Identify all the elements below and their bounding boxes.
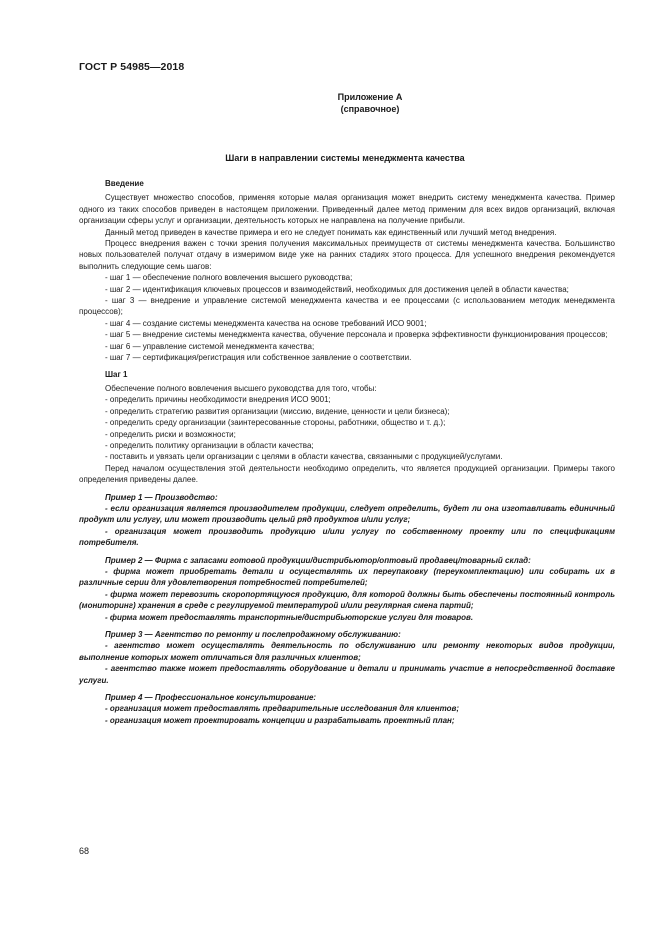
intro-paragraph: Процесс внедрения важен с точки зрения получения максимальных преимуществ от системы менеджмента качества. Большинство новых пользователей получат отдачу в измеримом виде уже на ранних стадиях этого процесса. Для успешного внедрения рекомендуется выполнить следующие семь шагов: bbox=[79, 239, 615, 271]
example-4 bbox=[79, 692, 615, 726]
step1-lead: Обеспечение полного вовлечения высшего руководства для того, чтобы: bbox=[105, 383, 377, 393]
appendix-type: (справочное) bbox=[340, 104, 400, 114]
example-1 bbox=[79, 492, 615, 549]
step1-heading: Шаг 1 bbox=[105, 369, 128, 379]
list-item: - шаг 6 — управление системой менеджмента качества; bbox=[105, 341, 315, 351]
intro-heading: Введение bbox=[105, 179, 144, 188]
list-item: - определить риски и возможности; bbox=[105, 429, 236, 439]
example-title: Пример 1 — Производство: bbox=[105, 492, 218, 502]
example-item: - организация может проектировать концепции и разрабатывать проектный план; bbox=[105, 715, 455, 725]
example-item: - фирма может перевозить скоропортящуюся продукцию, для которой должны быть обеспечены постоянный контроль (мониторинг) хранения в среде с регулируемой температурой и/или регулярная смена партий; bbox=[79, 589, 615, 611]
list-item: - определить стратегию развития организации (миссию, видение, ценности и цели бизнеса); bbox=[105, 406, 450, 416]
example-item: - агентство может осуществлять деятельность по обслуживанию или ремонту некоторых видов продукции, выполнение которых может отличаться для различных клиентов; bbox=[79, 641, 615, 662]
example-item: - фирма может предоставлять транспортные/дистрибьюторские услуги для товаров. bbox=[105, 612, 474, 622]
example-title: Пример 2 — Фирма с запасами готовой продукции/дистрибьютор/оптовый продавец/товарный склад: bbox=[105, 555, 531, 565]
list-item: - поставить и увязать цели организации с целями в области качества, связанными с продукцией/услугами. bbox=[105, 452, 503, 462]
list-item: - определить причины необходимости внедрения ИСО 9001; bbox=[105, 395, 331, 405]
example-title: Пример 4 — Профессиональное консультирование: bbox=[105, 693, 317, 703]
list-item: - шаг 7 — сертификация/регистрация или собственное заявление о соответствии. bbox=[105, 353, 412, 363]
example-item: - организация может производить продукцию и/или услугу по собственному проекту или по спецификациям потребителя. bbox=[79, 526, 615, 548]
example-item: - организация может предоставлять предварительные исследования для клиентов; bbox=[105, 704, 459, 714]
list-item: - шаг 1 — обеспечение полного вовлечения высшего руководства; bbox=[105, 273, 353, 283]
page-number: 68 bbox=[79, 846, 90, 856]
steps-list bbox=[79, 272, 615, 363]
example-item: - если организация является производителем продукции, следует определить, будет ли она изготавливать единичный продукт или услугу, или может производить целый ряд продуктов и/или услуг; bbox=[79, 503, 615, 525]
example-item: - агентство также может предоставлять оборудование и детали и принимать участие в непосредственной доставке услуги. bbox=[79, 664, 615, 685]
example-3 bbox=[79, 629, 615, 686]
section-title: Шаги в направлении системы менеджмента качества bbox=[225, 153, 465, 163]
example-title: Пример 3 — Агентство по ремонту и послепродажному обслуживанию: bbox=[105, 630, 401, 640]
intro-paragraph: Существует множество способов, применяя которые малая организация может внедрить систему менеджмента качества. Пример одного из таких способов приведен в настоящем приложении. Приведенный далее метод применим для всех видов организаций, включая организации сферы услуг и организации, деятельность которых не направлена на получение прибыли. bbox=[79, 193, 615, 226]
appendix-label: Приложение А bbox=[337, 92, 403, 102]
list-item: - шаг 3 — внедрение и управление системой менеджмента качества и ее процессами (с использованием методик менеджмента процессов); bbox=[79, 296, 615, 317]
list-item: - определить политику организации в области качества; bbox=[105, 440, 314, 450]
list-item: - шаг 5 — внедрение системы менеджмента качества, обучение персонала и проверка эффективности функционирования процессов; bbox=[105, 330, 608, 340]
document-body bbox=[79, 178, 615, 726]
example-item: - фирма может приобретать детали и осуществлять их переупаковку (переукомплектацию) или собирать их в различные серии для удовлетворения потребностей потребителей; bbox=[79, 567, 615, 588]
step1-list bbox=[79, 394, 615, 462]
list-item: - шаг 4 — создание системы менеджмента качества на основе требований ИСО 9001; bbox=[105, 318, 427, 328]
list-item: - определить среду организации (заинтересованные стороны, работники, общество и т. д.); bbox=[105, 418, 446, 428]
example-2 bbox=[79, 555, 615, 623]
standard-designation: ГОСТ Р 54985—2018 bbox=[79, 61, 185, 73]
list-item: - шаг 2 — идентификация ключевых процессов и взаимодействий, необходимых для достижения целей в области качества; bbox=[105, 284, 569, 294]
step1-paragraph: Перед началом осуществления этой деятельности необходимо определить, что является продукцией организации. Примеры такого определения приведены далее. bbox=[79, 463, 615, 485]
intro-paragraph: Данный метод приведен в качестве примера и его не следует понимать как единственный или лучший метод внедрения. bbox=[105, 227, 557, 237]
